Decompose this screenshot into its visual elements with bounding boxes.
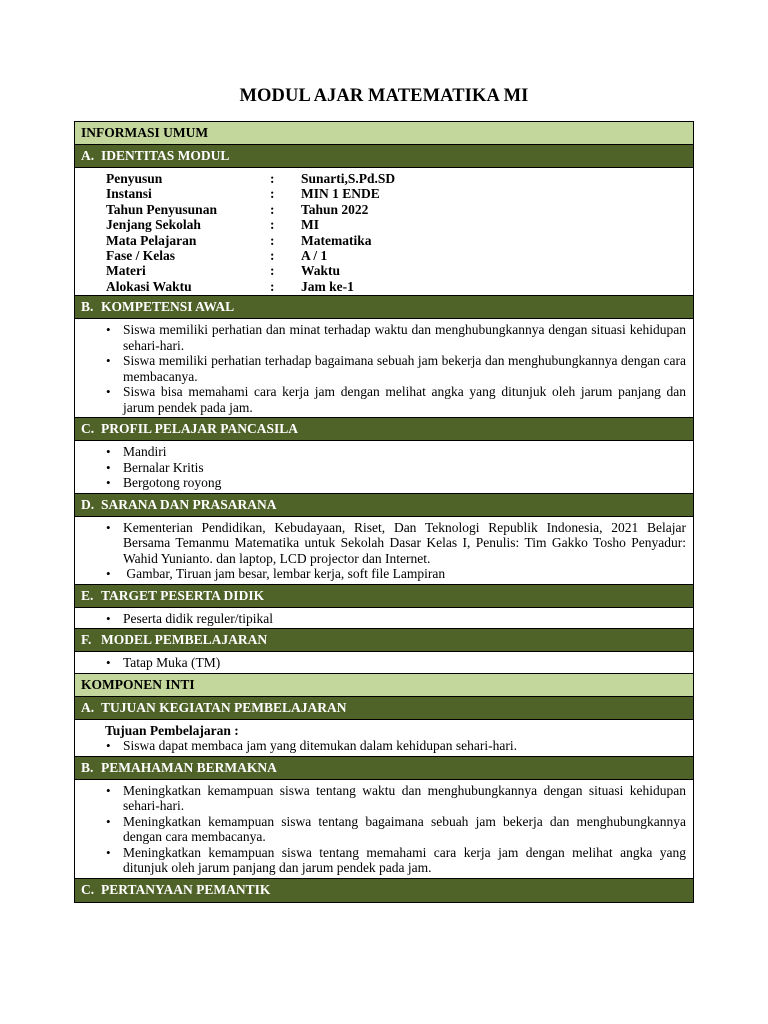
section-heading: TUJUAN KEGIATAN PEMBELAJARAN: [101, 699, 347, 715]
kompetensi-awal-content: [75, 319, 693, 418]
identitas-colon: :: [270, 201, 275, 217]
section-komponen-inti: KOMPONEN INTI: [75, 674, 693, 697]
section-sarana-header: [75, 494, 693, 517]
model-content: [75, 652, 693, 674]
identitas-key: Penyusun: [106, 171, 163, 186]
bullet-list: [83, 783, 686, 876]
identitas-colon: :: [270, 263, 275, 279]
document-title: MODUL AJAR MATEMATIKA MI: [239, 86, 529, 106]
identitas-value: MI: [301, 217, 319, 233]
identitas-row: [106, 202, 395, 217]
identitas-key: Fase / Kelas: [106, 248, 175, 264]
section-heading: TARGET PESERTA DIDIK: [101, 587, 265, 603]
section-letter: C.: [81, 881, 95, 897]
identitas-value: Matematika: [301, 232, 372, 248]
identitas-row: [106, 279, 395, 294]
section-profil-header: [75, 418, 693, 441]
section-letter: D.: [81, 496, 95, 512]
bullet-list: [83, 611, 686, 627]
identitas-row: [106, 186, 395, 201]
target-content: [75, 608, 693, 630]
identitas-key: Materi: [106, 263, 146, 279]
bullet-list: [83, 322, 686, 415]
bullet-list: [83, 520, 686, 582]
section-heading: MODEL PEMBELAJARAN: [101, 632, 268, 648]
section-kompetensi-awal-header: [75, 296, 693, 319]
list-item: • Siswa memiliki perhatian dan minat terhadap waktu dan menghubungkannya dengan situasi kehidupan sehari-hari.: [83, 322, 686, 353]
section-pertanyaan-header: [75, 879, 693, 902]
section-heading: IDENTITAS MODUL: [101, 148, 230, 163]
section-pemahaman-header: [75, 757, 693, 780]
list-item: • Peserta didik reguler/tipikal: [83, 611, 686, 627]
section-letter: B.: [81, 759, 94, 775]
identitas-row: [106, 217, 395, 232]
identitas-value: Waktu: [301, 263, 341, 279]
identitas-row: [106, 171, 395, 186]
list-item: • Bergotong royong: [83, 475, 686, 491]
identitas-row: [106, 263, 395, 278]
section-heading: KOMPETENSI AWAL: [101, 299, 235, 315]
list-item: • Meningkatkan kemampuan siswa tentang waktu dan menghubungkannya dengan situasi kehidupan sehari-hari.: [83, 783, 686, 814]
list-item: • Siswa dapat membaca jam yang ditemukan dalam kehidupan sehari-hari.: [83, 738, 686, 754]
list-item: • Siswa memiliki perhatian terhadap bagaimana sebuah jam bekerja dan menghubungkannya dengan cara membacanya.: [83, 353, 686, 384]
section-identitas-modul-header: [75, 145, 693, 168]
list-item: • Kementerian Pendidikan, Kebudayaan, Riset, Dan Teknologi Republik Indonesia, 2021 Belajar Bersama Temanmu Matematika untuk Sekolah Dasar Kelas I, Penulis: Tim Gakko Tosho Penyadur: Wahid Yunianto. dan laptop, LCD projector dan Internet.: [83, 520, 686, 567]
section-letter: A.: [81, 699, 95, 715]
module-table: [74, 121, 694, 903]
section-letter: A.: [81, 148, 95, 163]
list-item: • Meningkatkan kemampuan siswa tentang bagaimana sebuah jam bekerja dan menghubungkannya dengan cara membacanya.: [83, 814, 686, 845]
identitas-colon: :: [270, 278, 275, 294]
list-item: • Tatap Muka (TM): [83, 655, 686, 671]
identitas-table: [106, 171, 395, 294]
identitas-content: [75, 168, 693, 296]
sarana-content: [75, 517, 693, 585]
identitas-colon: :: [270, 232, 275, 248]
identitas-key: Tahun Penyusunan: [106, 201, 217, 217]
tujuan-subheading: Tujuan Pembelajaran :: [105, 722, 239, 738]
section-heading: PROFIL PELAJAR PANCASILA: [101, 421, 299, 437]
section-letter: E.: [81, 587, 94, 603]
identitas-colon: :: [270, 186, 275, 202]
section-letter: F.: [81, 632, 92, 648]
identitas-value: Sunarti,S.Pd.SD: [301, 171, 396, 186]
section-tujuan-header: [75, 697, 693, 720]
list-item: • Mandiri: [83, 444, 686, 460]
bullet-list: [83, 444, 686, 491]
identitas-key: Jenjang Sekolah: [106, 217, 201, 233]
pemahaman-content: [75, 780, 693, 879]
identitas-colon: :: [270, 248, 275, 264]
section-informasi-umum: INFORMASI UMUM: [75, 122, 693, 145]
section-letter: C.: [81, 421, 95, 437]
list-item: • Bernalar Kritis: [83, 460, 686, 476]
list-item: • Siswa bisa memahami cara kerja jam dengan melihat angka yang ditunjuk oleh jarum panjang dan jarum pendek pada jam.: [83, 384, 686, 415]
section-heading: PEMAHAMAN BERMAKNA: [101, 759, 277, 775]
section-target-header: [75, 585, 693, 608]
identitas-key: Alokasi Waktu: [106, 278, 192, 294]
profil-content: [75, 441, 693, 494]
identitas-value: Jam ke-1: [301, 278, 354, 294]
identitas-colon: :: [270, 171, 275, 186]
identitas-row: [106, 233, 395, 248]
list-item: • Gambar, Tiruan jam besar, lembar kerja, soft file Lampiran: [83, 566, 686, 582]
identitas-value: Tahun 2022: [301, 201, 369, 217]
bullet-list: [83, 655, 686, 671]
tujuan-content: [75, 720, 693, 757]
identitas-key: Instansi: [106, 186, 152, 202]
section-letter: B.: [81, 299, 94, 315]
section-heading: SARANA DAN PRASARANA: [101, 496, 277, 512]
identitas-value: MIN 1 ENDE: [301, 186, 380, 202]
section-model-header: [75, 629, 693, 652]
bullet-list: [83, 738, 686, 754]
identitas-row: [106, 248, 395, 263]
identitas-value: A / 1: [301, 248, 328, 264]
list-item: • Meningkatkan kemampuan siswa tentang memahami cara kerja jam dengan melihat angka yang ditunjuk oleh jarum panjang dan jarum pendek pada jam.: [83, 845, 686, 876]
identitas-colon: :: [270, 217, 275, 233]
section-heading: PERTANYAAN PEMANTIK: [101, 881, 271, 897]
identitas-key: Mata Pelajaran: [106, 232, 197, 248]
